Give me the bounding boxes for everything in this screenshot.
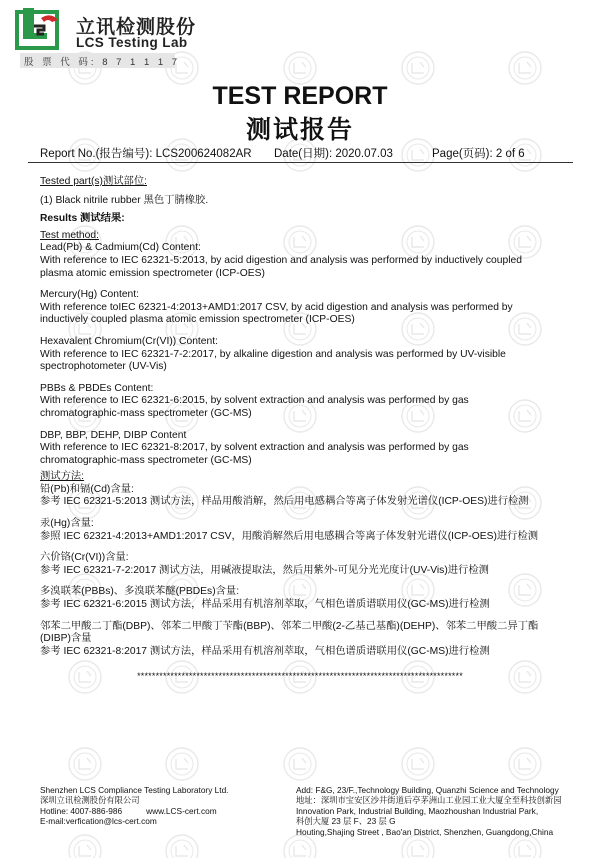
report-title-en: TEST REPORT	[212, 82, 388, 110]
test-method-label: Test method:	[40, 229, 99, 241]
method-en-heading: Hexavalent Chromium(Cr(VI)) Content:	[40, 335, 218, 347]
method-en-text-line: spectrophotometer (UV-Vis)	[40, 361, 167, 373]
watermark-seal-icon	[284, 748, 316, 780]
test-methods-en	[40, 242, 560, 467]
method-cn-text-line: 参照 IEC 62321-4:2013+AMD1:2017 CSV，用酸消解然后用电感耦合等离子体发射光谱仪(ICP-OES)进行检测	[40, 530, 539, 542]
footer-company-cn: 深圳立讯检测股份有限公司	[40, 795, 140, 806]
method-en-text-line: With reference to IEC 62321-8:2017, by solvent extraction and analysis was performed by gas	[40, 442, 469, 454]
footer-address-line1: Add: F&G, 23/F.,Technology Building, Quanzhi Science and Technology	[296, 785, 559, 795]
method-cn-section	[40, 621, 560, 659]
header-divider	[28, 162, 573, 163]
lcs-logo-icon	[14, 8, 64, 52]
watermark-seal-icon	[509, 835, 541, 858]
method-en-section	[40, 336, 560, 374]
page-number: Page(页码): 2 of 6	[432, 148, 525, 160]
method-en-text-line: With reference to IEC 62321-6:2015, by solvent extraction and analysis was performed by gas	[40, 395, 469, 407]
method-en-text-line: With reference toIEC 62321-4:2013+AMD1:2017 CSV, by acid digestion and analysis was performed by	[40, 301, 513, 313]
report-date: Date(日期): 2020.07.03	[274, 148, 393, 160]
method-cn-section	[40, 552, 560, 577]
footer-left	[40, 785, 229, 827]
method-en-text-line: plasma atomic emission spectrometer (ICP-OES)	[40, 267, 265, 279]
method-cn-text-line: 参考 IEC 62321-8:2017 测试方法，样品采用有机溶剂萃取，气相色谱质谱联用仪(GC-MS)进行检测	[40, 645, 490, 657]
tested-part-item: (1) Black nitrile rubber 黑色丁腈橡胶.	[40, 194, 209, 206]
footer-address-line3: Innovation Park, Industrial Building, Maozhoushan Industrial Park,	[296, 805, 539, 816]
method-en-section	[40, 383, 560, 421]
method-en-heading: Lead(Pb) & Cadmium(Cd) Content:	[40, 242, 201, 254]
watermark-seal-icon	[402, 52, 434, 84]
method-en-text-line: With reference to IEC 62321-7-2:2017, by alkaline digestion and analysis was performed by UV-visible	[40, 348, 506, 360]
method-en-heading: PBBs & PBDEs Content:	[40, 382, 154, 394]
test-methods-cn	[40, 484, 560, 659]
method-cn-text-line: (DIBP)含量	[40, 633, 92, 645]
footer-address-line4: 科创大厦 23 层 F、23 层 G	[296, 816, 396, 827]
footer-address-line2: 地址：深圳市宝安区沙井街道后亭茅洲山工业园工业大厦全至科技创新园	[296, 795, 562, 806]
footer-email[interactable]: E-mail:verfication@lcs-cert.com	[40, 816, 157, 827]
watermark-seal-icon	[402, 835, 434, 858]
report-title-cn: 测试报告	[245, 116, 354, 144]
method-cn-text-line: 参考 IEC 62321-5:2013 测试方法，样品用酸消解，然后用电感耦合等离子体发射光谱仪(ICP-OES)进行检测	[40, 496, 529, 508]
footer-company-en: Shenzhen LCS Compliance Testing Laboratory Ltd.	[40, 785, 229, 795]
results-label: Results 测试结果:	[40, 213, 125, 225]
end-of-section-stars: ****************************************************************************************	[137, 671, 463, 682]
test-method-cn-label: 测试方法:	[40, 471, 85, 483]
method-en-text-line: With reference to IEC 62321-5:2013, by acid digestion and analysis was performed by inductively coupled	[40, 254, 522, 266]
footer-address-line5: Houting,Shajing Street , Bao'an District, Shenzhen, Guangdong,China	[296, 826, 554, 837]
watermark-seal-icon	[166, 835, 198, 858]
method-en-text-line: inductively coupled plasma atomic emission spectrometer (ICP-OES)	[40, 314, 355, 326]
watermark-seal-icon	[69, 748, 101, 780]
method-en-section	[40, 430, 560, 468]
footer-website[interactable]: www.LCS-cert.com	[146, 805, 217, 816]
method-cn-section	[40, 484, 560, 509]
method-cn-heading: 铅(Pb)和镉(Cd)含量:	[40, 483, 134, 495]
method-cn-section	[40, 586, 560, 611]
brand-name-cn: 立讯检测股份	[76, 17, 197, 38]
watermark-seal-icon	[284, 52, 316, 84]
method-cn-heading: 汞(Hg)含量:	[40, 518, 94, 530]
method-cn-text-line: 参考 IEC 62321-6:2015 测试方法，样品采用有机溶剂萃取，气相色谱质谱联用仪(GC-MS)进行检测	[40, 599, 490, 611]
report-body	[40, 176, 560, 683]
method-en-heading: DBP, BBP, DEHP, DIBP Content	[40, 429, 187, 441]
watermark-seal-icon	[402, 748, 434, 780]
brand-name-en: LCS Testing Lab	[76, 35, 188, 50]
method-cn-heading: 六价铬(Cr(VI))含量:	[40, 552, 129, 564]
method-cn-heading: 邻苯二甲酸二丁酯(DBP)、邻苯二甲酸丁苄酯(BBP)、邻苯二甲酸(2-乙基己基酯)(DEHP)、邻苯二甲酸二异丁酯	[40, 620, 539, 632]
method-en-section	[40, 289, 560, 327]
stock-code: 股 票 代 码: 8 7 1 1 1 7	[24, 57, 181, 68]
tested-part-label: Tested part(s)测试部位:	[40, 176, 147, 187]
method-cn-heading: 多溴联苯(PBBs)、多溴联苯醚(PBDEs)含量:	[40, 586, 240, 598]
watermark-seal-icon	[166, 748, 198, 780]
method-en-heading: Mercury(Hg) Content:	[40, 289, 139, 301]
footer-hotline: Hotline: 4007-886-986	[40, 805, 123, 816]
method-en-text-line: chromatographic-mass spectrometer (GC-MS)	[40, 407, 252, 419]
report-number: Report No.(报告编号): LCS200624082AR	[40, 148, 252, 160]
watermark-seal-icon	[69, 835, 101, 858]
method-en-section	[40, 242, 560, 280]
method-cn-section	[40, 518, 560, 543]
footer-contact-line	[40, 806, 229, 816]
watermark-seal-icon	[509, 748, 541, 780]
method-en-text-line: chromatographic-mass spectrometer (GC-MS)	[40, 454, 252, 466]
watermark-seal-icon	[284, 835, 316, 858]
watermark-seal-icon	[509, 52, 541, 84]
method-cn-text-line: 参考 IEC 62321-7-2:2017 测试方法，用碱液提取法，然后用紫外-可见分光光度计(UV-Vis)进行检测	[40, 564, 489, 576]
footer-right	[296, 785, 562, 837]
